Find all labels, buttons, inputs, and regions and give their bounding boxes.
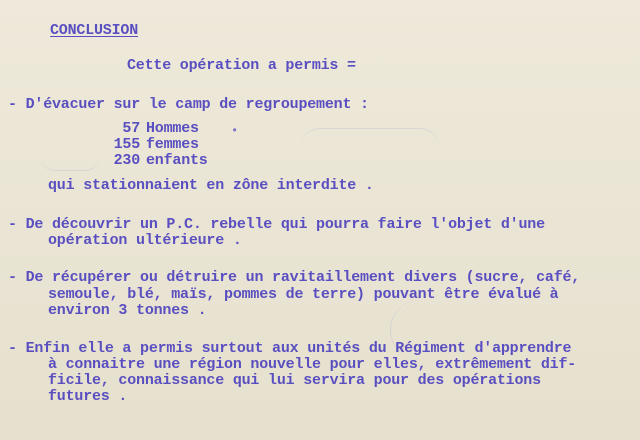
count-row bbox=[100, 152, 208, 169]
item-evacuate-tail: qui stationnaient en zône interdite . bbox=[48, 177, 374, 194]
heading: CONCLUSION bbox=[50, 22, 139, 39]
item-region-line-1: - Enfin elle a permis surtout aux unités du Régiment d'apprendre bbox=[8, 340, 572, 357]
show-through-mark bbox=[300, 128, 440, 169]
count-label: femmes bbox=[146, 136, 199, 153]
item-pc-line-1: - De découvrir un P.C. rebelle qui pourra faire l'objet d'une bbox=[8, 216, 545, 233]
count-row bbox=[100, 120, 199, 137]
item-supplies-line-2: semoule, blé, maïs, pommes de terre) pouvant être évalué à bbox=[48, 286, 559, 303]
item-region-line-4: futures . bbox=[48, 388, 128, 405]
item-supplies-line-3: environ 3 tonnes . bbox=[48, 302, 207, 319]
count-number: 155 bbox=[113, 136, 140, 153]
count-label: enfants bbox=[146, 152, 208, 169]
pencil-mark: • bbox=[231, 124, 239, 138]
item-evacuate: - D'évacuer sur le camp de regroupement : bbox=[8, 96, 369, 113]
count-row bbox=[100, 136, 199, 153]
item-region-line-2: à connaitre une région nouvelle pour elles, extrêmement dif- bbox=[48, 356, 577, 373]
item-region-line-3: ficile, connaissance qui lui servira pour des opérations bbox=[48, 372, 541, 389]
count-number: 57 bbox=[122, 120, 140, 137]
intro-text: Cette opération a permis = bbox=[127, 57, 356, 74]
count-number: 230 bbox=[113, 152, 140, 169]
show-through-mark bbox=[40, 140, 100, 171]
count-label: Hommes bbox=[146, 120, 199, 137]
item-supplies-line-1: - De récupérer ou détruire un ravitaillement divers (sucre, café, bbox=[8, 269, 581, 286]
item-pc-line-2: opération ultérieure . bbox=[48, 232, 242, 249]
